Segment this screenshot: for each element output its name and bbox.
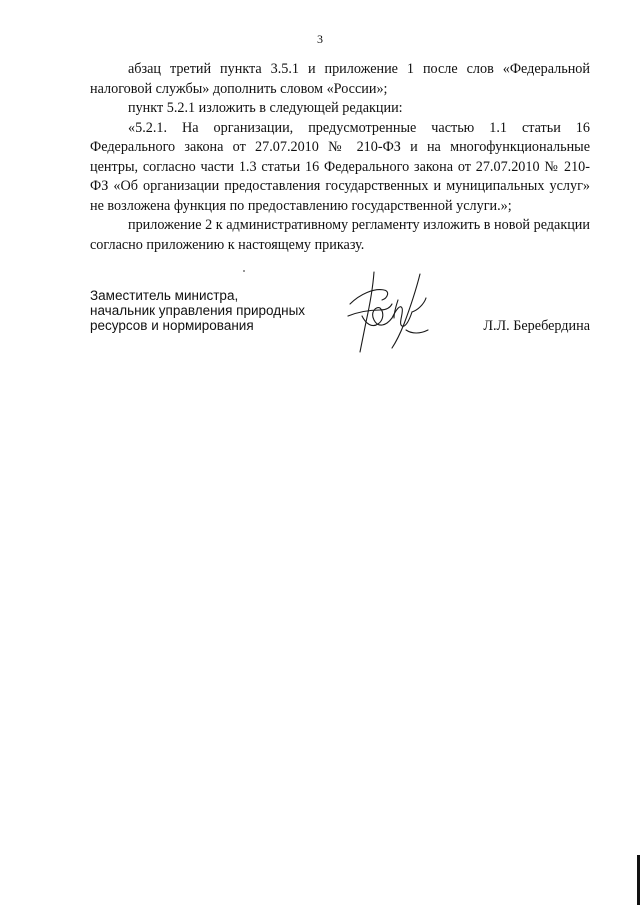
signature-block bbox=[90, 288, 590, 358]
paragraph-2: пункт 5.2.1 изложить в следующей редакции: bbox=[128, 100, 403, 116]
position-line-1: Заместитель министра, bbox=[90, 288, 239, 303]
paragraph-1: абзац третий пункта 3.5.1 и приложение 1 после слов «Федеральной налоговой службы» дополнить словом «России»; bbox=[90, 61, 590, 97]
page-number: 3 bbox=[317, 32, 323, 46]
position-line-3: ресурсов и нормирования bbox=[90, 318, 254, 333]
handwritten-signature bbox=[340, 264, 435, 359]
signatory-name: Л.Л. Беребердина bbox=[483, 318, 590, 334]
paragraph-4: приложение 2 к административному регламенту изложить в новой редакции согласно приложению к настоящему приказу. bbox=[90, 217, 590, 253]
paragraph-3: «5.2.1. На организации, предусмотренные частью 1.1 статьи 16 Федерального закона от 27.07.2010 № 210-ФЗ и на многофункциональные центры, согласно части 1.3 статьи 16 Федерального закона от 27.07.2010 № 210-ФЗ «Об организации предоставления государственных и муниципальных услуг» не возложена функция по предоставлению государственной услуги.»; bbox=[90, 119, 590, 214]
document-body bbox=[90, 60, 590, 255]
scan-speck bbox=[243, 270, 245, 272]
position-line-2: начальник управления природных bbox=[90, 303, 306, 318]
signatory-position bbox=[90, 288, 305, 333]
